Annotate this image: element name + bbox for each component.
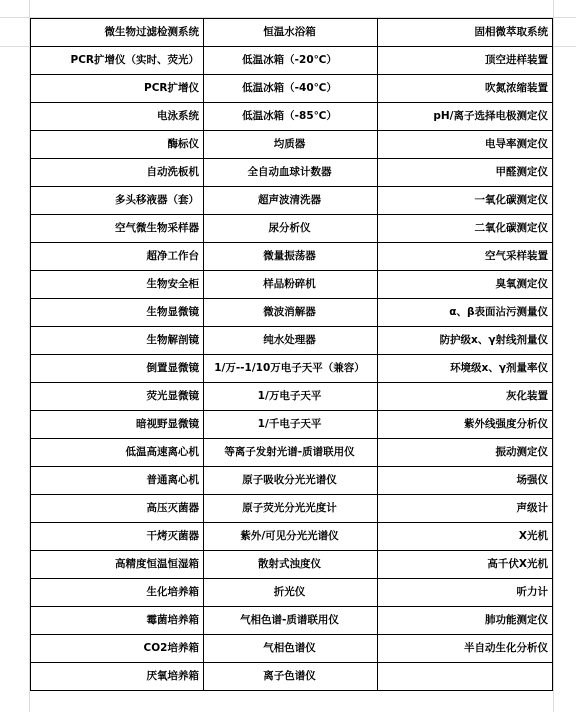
table-row — [31, 47, 553, 75]
table-cell[interactable]: 半自动生化分析仪 — [378, 635, 553, 663]
table-cell[interactable]: 自动洗板机 — [31, 159, 204, 187]
table-cell[interactable]: 固相微萃取系统 — [378, 19, 553, 47]
table-cell[interactable]: 纯水处理器 — [204, 327, 378, 355]
table-cell[interactable]: 紫外线强度分析仪 — [378, 411, 553, 439]
table-cell[interactable]: 振动测定仪 — [378, 439, 553, 467]
table-cell[interactable]: 高千伏X光机 — [378, 551, 553, 579]
table-cell[interactable]: 电泳系统 — [31, 103, 204, 131]
table-row — [31, 103, 553, 131]
table-cell[interactable]: 紫外/可见分光光谱仪 — [204, 523, 378, 551]
table-cell[interactable]: 等离子发射光谱-质谱联用仪 — [204, 439, 378, 467]
table-cell[interactable]: 空气采样装置 — [378, 243, 553, 271]
table-cell[interactable]: 原子荧光分光光度计 — [204, 495, 378, 523]
table-cell[interactable]: 低温冰箱（-40℃） — [204, 75, 378, 103]
table-cell[interactable]: 原子吸收分光光谱仪 — [204, 467, 378, 495]
table-row — [31, 355, 553, 383]
table-cell[interactable]: pH/离子选择电极测定仪 — [378, 103, 553, 131]
table-cell[interactable]: 低温高速离心机 — [31, 439, 204, 467]
table-cell[interactable]: 生化培养箱 — [31, 579, 204, 607]
table-cell[interactable]: 场强仪 — [378, 467, 553, 495]
table-cell[interactable]: 荧光显微镜 — [31, 383, 204, 411]
table-row — [31, 383, 553, 411]
table-cell[interactable]: 二氧化碳测定仪 — [378, 215, 553, 243]
table-cell[interactable] — [378, 663, 553, 691]
table-cell[interactable]: 气相色谱仪 — [204, 635, 378, 663]
equipment-table — [30, 18, 553, 691]
table-cell[interactable]: 空气微生物采样器 — [31, 215, 204, 243]
table-cell[interactable]: 一氧化碳测定仪 — [378, 187, 553, 215]
table-cell[interactable]: 恒温水浴箱 — [204, 19, 378, 47]
table-cell[interactable]: 酶标仪 — [31, 131, 204, 159]
table-cell[interactable]: 高压灭菌器 — [31, 495, 204, 523]
table-cell[interactable]: 全自动血球计数器 — [204, 159, 378, 187]
table-cell[interactable]: 尿分析仪 — [204, 215, 378, 243]
table-cell[interactable]: 甲醛测定仪 — [378, 159, 553, 187]
table-row — [31, 187, 553, 215]
table-cell[interactable]: 灰化装置 — [378, 383, 553, 411]
table-cell[interactable]: 厌氧培养箱 — [31, 663, 204, 691]
table-cell[interactable]: 肺功能测定仪 — [378, 607, 553, 635]
table-cell[interactable]: 多头移液器（套） — [31, 187, 204, 215]
table-row — [31, 663, 553, 691]
table-cell[interactable]: 防护级x、γ射线剂量仪 — [378, 327, 553, 355]
table-cell[interactable]: 霉菌培养箱 — [31, 607, 204, 635]
table-row — [31, 523, 553, 551]
table-cell[interactable]: 生物安全柜 — [31, 271, 204, 299]
table-row — [31, 159, 553, 187]
table-row — [31, 19, 553, 47]
table-cell[interactable]: 普通离心机 — [31, 467, 204, 495]
table-cell[interactable]: 微波消解器 — [204, 299, 378, 327]
table-cell[interactable]: 均质器 — [204, 131, 378, 159]
table-cell[interactable]: 低温冰箱（-20℃） — [204, 47, 378, 75]
table-cell[interactable]: 生物显微镜 — [31, 299, 204, 327]
table-row — [31, 75, 553, 103]
table-cell[interactable]: 超声波清洗器 — [204, 187, 378, 215]
table-cell[interactable]: α、β表面沾污测量仪 — [378, 299, 553, 327]
table-cell[interactable]: 样品粉碎机 — [204, 271, 378, 299]
table-cell[interactable]: 1/千电子天平 — [204, 411, 378, 439]
table-row — [31, 551, 553, 579]
table-row — [31, 299, 553, 327]
table-cell[interactable]: 臭氧测定仪 — [378, 271, 553, 299]
table-row — [31, 271, 553, 299]
table-cell[interactable]: PCR扩增仪（实时、荧光） — [31, 47, 204, 75]
table-row — [31, 131, 553, 159]
table-cell[interactable]: 高精度恒温恒湿箱 — [31, 551, 204, 579]
table-cell[interactable]: 微生物过滤检测系统 — [31, 19, 204, 47]
grid-line — [553, 0, 554, 712]
table-row — [31, 215, 553, 243]
table-cell[interactable]: 声级计 — [378, 495, 553, 523]
table-cell[interactable]: 吹氮浓缩装置 — [378, 75, 553, 103]
table-row — [31, 607, 553, 635]
table-row — [31, 439, 553, 467]
table-cell[interactable]: 低温冰箱（-85℃） — [204, 103, 378, 131]
table-cell[interactable]: 电导率测定仪 — [378, 131, 553, 159]
table-cell[interactable]: 1/万电子天平 — [204, 383, 378, 411]
table-row — [31, 579, 553, 607]
table-row — [31, 635, 553, 663]
table-row — [31, 327, 553, 355]
table-cell[interactable]: 气相色谱-质谱联用仪 — [204, 607, 378, 635]
table-cell[interactable]: X光机 — [378, 523, 553, 551]
table-cell[interactable]: 生物解剖镜 — [31, 327, 204, 355]
table-cell[interactable]: 微量振荡器 — [204, 243, 378, 271]
table-cell[interactable]: CO2培养箱 — [31, 635, 204, 663]
table-cell[interactable]: 离子色谱仪 — [204, 663, 378, 691]
table-cell[interactable]: PCR扩增仪 — [31, 75, 204, 103]
table-cell[interactable]: 顶空进样装置 — [378, 47, 553, 75]
table-row — [31, 467, 553, 495]
table-cell[interactable]: 超净工作台 — [31, 243, 204, 271]
table-cell[interactable]: 干烤灭菌器 — [31, 523, 204, 551]
table-cell[interactable]: 折光仪 — [204, 579, 378, 607]
table-cell[interactable]: 听力计 — [378, 579, 553, 607]
equipment-table-body — [31, 19, 553, 691]
table-cell[interactable]: 暗视野显微镜 — [31, 411, 204, 439]
table-row — [31, 411, 553, 439]
table-cell[interactable]: 倒置显微镜 — [31, 355, 204, 383]
table-row — [31, 495, 553, 523]
table-cell[interactable]: 1/万--1/10万电子天平（兼容） — [204, 355, 378, 383]
table-cell[interactable]: 散射式浊度仪 — [204, 551, 378, 579]
table-row — [31, 243, 553, 271]
table-cell[interactable]: 环境级x、γ剂量率仪 — [378, 355, 553, 383]
